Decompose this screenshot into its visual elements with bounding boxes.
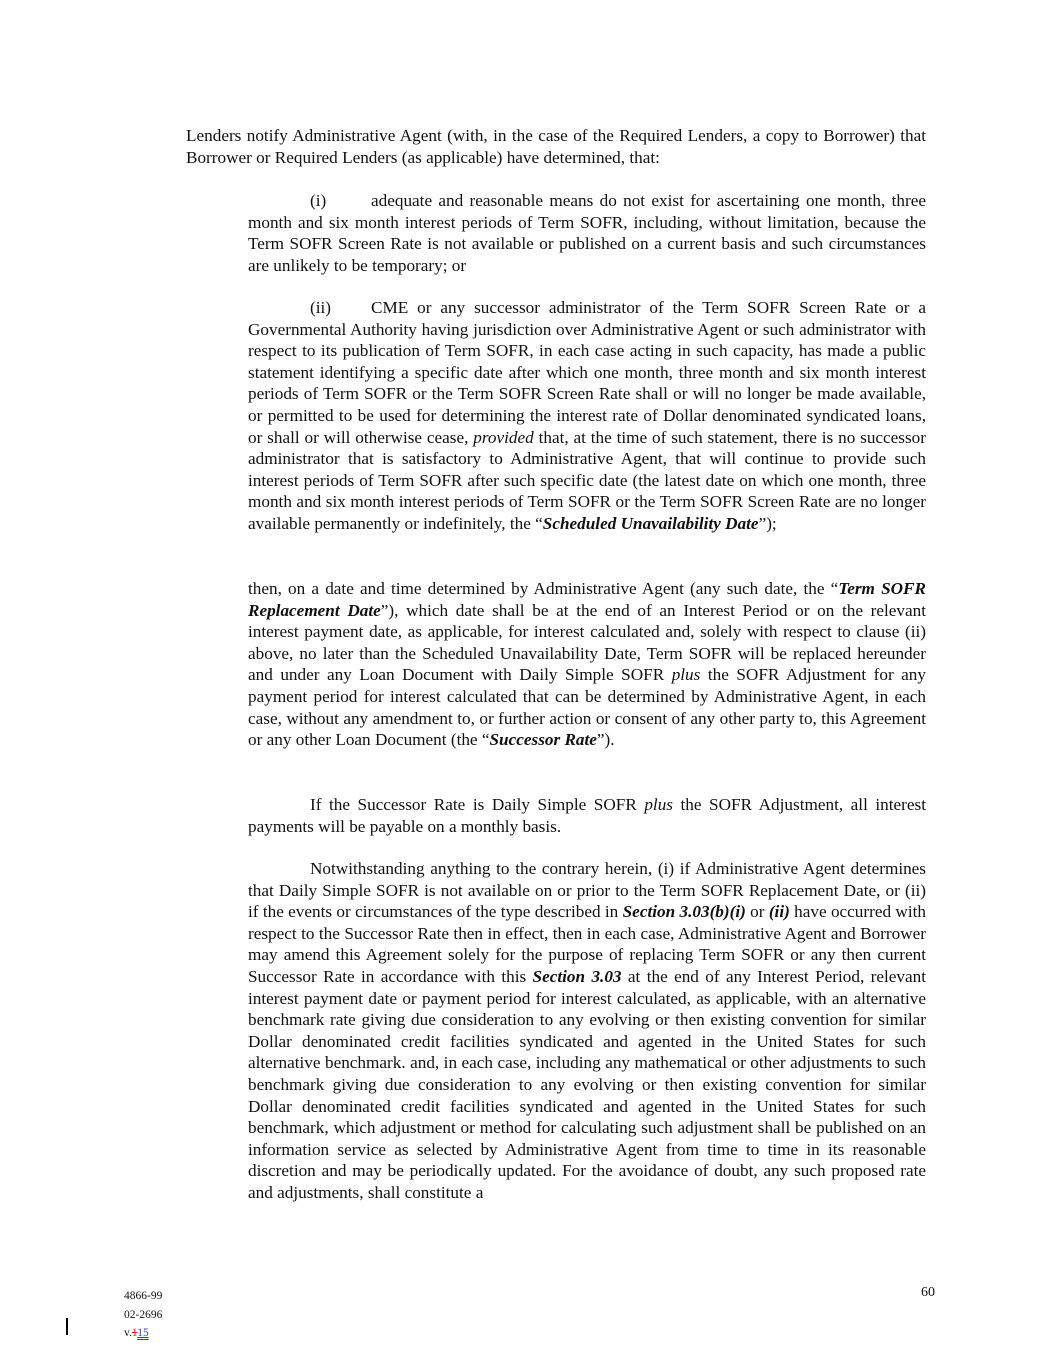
defined-term-scheduled-unavailability-date: Scheduled Unavailability Date: [542, 513, 759, 533]
notwithstanding-text-c: have occurred with respect to the Successor Rate then in effect, then in each case, Administrative Agent and Borrower may amend this Agreement solely for the purpose of replacing Term SOFR or any then current Successor Rate in accordance with this: [248, 902, 926, 986]
clause-i-text: adequate and reasonable means do not exist for ascertaining one month, three month and six month interest periods of Term SOFR, including, without limitation, because the Term SOFR Screen Rate is not available or published on a current basis and such circumstances are unlikely to be temporary; or: [248, 191, 926, 275]
monthly-text-a: If the Successor Rate is Daily Simple SOFR: [310, 795, 645, 814]
clause-i-number: (i): [310, 191, 327, 210]
monthly-basis-paragraph: [248, 794, 926, 837]
footer-document-id: [124, 1287, 162, 1343]
provided-term: provided: [473, 427, 534, 447]
monthly-text-b: the SOFR Adjustment, all interest payments will be payable on a monthly basis.: [248, 795, 926, 836]
notwithstanding-text-b: or: [745, 902, 769, 922]
defined-term-successor-rate: Successor Rate: [489, 730, 597, 750]
doc-id-line-1: 4866-99: [124, 1290, 163, 1302]
then-text-d: ”).: [596, 730, 615, 750]
clause-ii-paragraph: [248, 297, 926, 535]
page-number: 60: [921, 1285, 935, 1300]
clause-ii-number: (ii): [310, 298, 331, 317]
section-reference-3-03-b-i: Section 3.03(b)(i): [622, 902, 746, 922]
version-deleted: 1: [131, 1327, 138, 1339]
version-inserted: 15: [137, 1327, 149, 1339]
then-text-c: the SOFR Adjustment for any payment period for interest calculated that can be determined by Administrative Agent, in each case, without any amendment to, or further action or consent of any other party to, this Agreement or any other Loan Document (the “: [248, 665, 926, 750]
section-reference-3-03: Section 3.03: [532, 966, 622, 986]
change-bar: [66, 1318, 68, 1335]
intro-paragraph: [186, 125, 926, 168]
section-reference-ii: (ii): [768, 902, 790, 922]
then-text-b: ”), which date shall be at the end of an Interest Period or on the relevant interest payment date, as applicable, for interest calculated and, solely with respect to clause (ii) above, no later than the Scheduled Unavailability Date, Term SOFR will be replaced hereunder and under any Loan Document with Daily Simple SOFR: [248, 600, 926, 685]
notwithstanding-text-a: Notwithstanding anything to the contrary herein, (i) if Administrative Agent determines that Daily Simple SOFR is not available on or prior to the Term SOFR Replacement Date, or (ii) if the events or circumstances of the type described in: [248, 859, 926, 922]
then-paragraph: [248, 578, 926, 751]
plus-term: plus: [671, 665, 701, 685]
version-prefix: v.: [124, 1327, 132, 1339]
doc-id-line-2: 02-2696: [124, 1308, 163, 1321]
version-line: [124, 1324, 162, 1343]
clause-ii-text-a: CME or any successor administrator of the Term SOFR Screen Rate or a Governmental Authority having jurisdiction over Administrative Agent or such administrator with respect to its publication of Term SOFR, in each case acting in such capacity, has made a public statement identifying a specific date after which one month, three month and six month interest periods of Term SOFR or the Term SOFR Screen Rate shall or will no longer be made available, or permitted to be used for determining the interest rate of Dollar denominated syndicated loans, or shall or will otherwise cease,: [248, 298, 926, 447]
clause-ii-text-b: that, at the time of such statement, there is no successor administrator that is satisfactory to Administrative Agent, that will continue to provide such interest periods of Term SOFR after such specific date (the latest date on which one month, three month and six month interest periods of Term SOFR or the Term SOFR Screen Rate are no longer available permanently or indefinitely, the “: [248, 427, 926, 533]
plus-term: plus: [644, 795, 673, 814]
defined-term-term-sofr-replacement-date: Term SOFR Replacement Date: [248, 579, 926, 620]
notwithstanding-text-d: at the end of any Interest Period, relevant interest payment date or payment period for interest calculated, as applicable, with an alternative benchmark rate giving due consideration to any evolving or then existing convention for similar Dollar denominated credit facilities syndicated and agented in the United States for such alternative benchmark. and, in each case, including any mathematical or other adjustments to such benchmark giving due consideration to any evolving or then existing convention for similar Dollar denominated credit facilities syndicated and agented in the United States for such benchmark, which adjustment or method for calculating such adjustment shall be published on an information service as selected by Administrative Agent from time to time in its reasonable discretion and may be periodically updated. For the avoidance of doubt, any such proposed rate and adjustments, shall constitute a: [248, 966, 926, 1202]
then-text-a: then, on a date and time determined by Administrative Agent (any such date, the “: [248, 579, 839, 598]
intro-text: Lenders notify Administrative Agent (with, in the case of the Required Lenders, a copy to Borrower) that Borrower or Required Lenders (as applicable) have determined, that:: [186, 126, 926, 167]
notwithstanding-paragraph: [248, 858, 926, 1204]
clause-ii-text-c: ”);: [758, 513, 777, 533]
clause-i-paragraph: [248, 190, 926, 276]
